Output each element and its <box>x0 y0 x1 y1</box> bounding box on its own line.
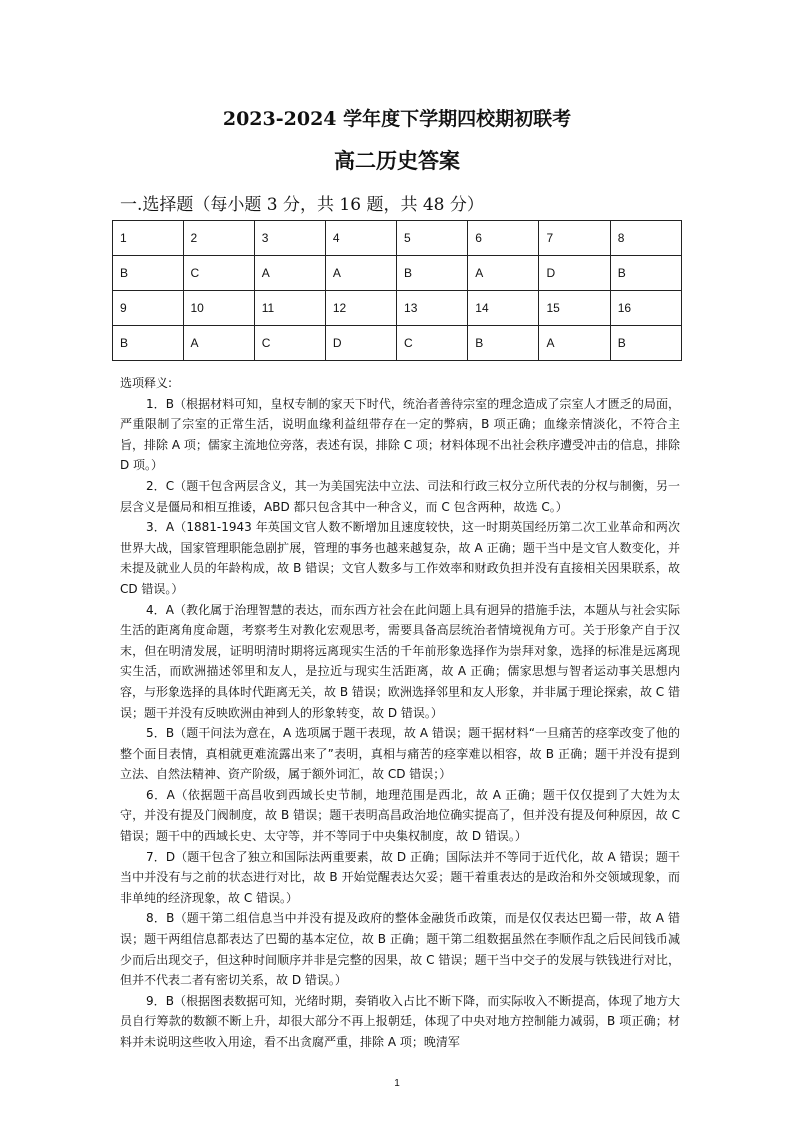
table-cell: 1 <box>113 221 184 256</box>
table-cell: A <box>325 256 396 291</box>
table-cell: 2 <box>183 221 254 256</box>
answer-row <box>113 326 682 361</box>
table-cell: A <box>468 256 539 291</box>
explanation-item: 6．A（依据题干高昌收到西域长史节制，地理范围是西北，故 A 正确；题干仅仅提到了大姓为太守，并没有提及门阀制度，故 B 错误；题干表明高昌政治地位确实提高了，但并没有提及何种原因，故 C 错误；题干中的西域长史、太守等，并不等同于中央集权制度，故 D 错误。） <box>120 787 680 844</box>
explanation-item: 9．B（根据图表数据可知，光绪时期，奏销收入占比不断下降，而实际收入不断提高，体现了地方大员自行筹款的数额不断上升，却很大部分不再上报朝廷，体现了中央对地方控制能力减弱，B 项正确；材料并未说明这些收入用途，看不出贪腐严重，排除 A 项；晚清军 <box>120 993 680 1049</box>
table-cell: 14 <box>468 291 539 326</box>
table-cell: B <box>610 326 681 361</box>
exam-title: 2023-2024 学年度下学期四校期初联考 <box>222 108 572 130</box>
table-cell: 5 <box>397 221 468 256</box>
table-cell: 11 <box>254 291 325 326</box>
table-cell: 7 <box>539 221 610 256</box>
page-number: 1 <box>394 1078 400 1089</box>
table-cell: A <box>539 326 610 361</box>
explanations-heading: 选项释义: <box>120 376 173 390</box>
question-number-row <box>113 221 682 256</box>
answer-table <box>112 220 682 361</box>
table-cell: B <box>610 256 681 291</box>
table-cell: 15 <box>539 291 610 326</box>
table-cell: 4 <box>325 221 396 256</box>
table-cell: 13 <box>397 291 468 326</box>
table-cell: C <box>183 256 254 291</box>
answer-row <box>113 256 682 291</box>
explanation-item: 4．A（教化属于治理智慧的表达，而东西方社会在此问题上具有迥异的措施手法，本题从与社会实际生活的距离角度命题，考察考生对教化宏观思考，需要具备高层统治者情境视角方可。关于形象产自于汉末，但在明清发展，证明明清时期将远离现实生活的千年前形象选择作为崇拜对象，选择的标准是远离现实生活，而欧洲描述邻里和友人，是拉近与现实生活距离，故 A 正确；儒家思想与智者运动事关思想内容，与形象选择的具体时代距离无关，故 B 错误；欧洲选择邻里和友人形象，并非属于理论探索，故 C 错误；题干并没有反映欧洲由神到人的形象转变，故 D 错误。） <box>120 602 680 720</box>
answer-subtitle: 高二历史答案 <box>334 148 460 173</box>
question-number-row <box>113 291 682 326</box>
table-cell: 8 <box>610 221 681 256</box>
table-cell: D <box>539 256 610 291</box>
explanation-item: 8．B（题干第二组信息当中并没有提及政府的整体金融货币政策，而是仅仅表达巴蜀一带，故 A 错误；题干两组信息都表达了巴蜀的基本定位，故 B 正确；题干第二组数据虽然在李顺作乱之后民间钱币减少而后出现交子，但这种时间顺序并非是完整的因果，故 C 错误；题干当中交子的发展与铁钱进行对比，但并不代表二者有密切关系，故 D 错误。） <box>120 911 680 988</box>
explanation-item: 5．B（题干问法为意在，A 选项属于题干表现，故 A 错误；题干据材料“一旦痛苦的痉挛改变了他的整个面目表情，真相就更难流露出来了”表明，真相与痛苦的痉挛难以相容，故 B 正确；题干并没有提到立法、自然法精神、资产阶级，属于额外词汇，故 CD 错误；） <box>120 726 680 782</box>
section-heading: 一.选择题（每小题 3 分，共 16 题，共 48 分） <box>120 195 484 215</box>
explanation-item: 2．C（题干包含两层含义，其一为美国宪法中立法、司法和行政三权分立所代表的分权与制衡，另一层含义是僵局和相互推诿，ABD 都只包含其中一种含义，而 C 包含两种，故选 C。） <box>120 478 680 514</box>
table-cell: 10 <box>183 291 254 326</box>
table-cell: B <box>113 256 184 291</box>
explanation-item: 3．A（1881-1943 年英国文官人数不断增加且速度较快，这一时期英国经历第二次工业革命和两次世界大战，国家管理职能急剧扩展，管理的事务也越来越复杂，故 A 正确；题干当中是文官人数变化，并未提及就业人员的年龄构成，故 B 错误；文官人数多与工作效率和财政负担并没有直接相关因果联系，故 CD 错误。） <box>120 520 680 596</box>
table-cell: C <box>254 326 325 361</box>
table-cell: A <box>183 326 254 361</box>
explanation-item: 1．B（根据材料可知，皇权专制的家天下时代，统治者善待宗室的理念造成了宗室人才匮乏的局面，严重限制了宗室的正常生活，说明血缘利益纽带存在一定的弊病，B 项正确；血缘亲情淡化，不符合主旨，排除 A 项；儒家主流地位旁落，表述有误，排除 C 项；材料体现不出社会秩序遭受冲击的信息，排除 D 项。） <box>120 396 680 473</box>
table-cell: D <box>325 326 396 361</box>
table-cell: B <box>113 326 184 361</box>
table-cell: 6 <box>468 221 539 256</box>
table-cell: B <box>468 326 539 361</box>
table-cell: 16 <box>610 291 681 326</box>
table-cell: 9 <box>113 291 184 326</box>
table-cell: 3 <box>254 221 325 256</box>
table-cell: C <box>397 326 468 361</box>
table-cell: B <box>397 256 468 291</box>
table-cell: A <box>254 256 325 291</box>
explanation-item: 7．D（题干包含了独立和国际法两重要素，故 D 正确；国际法并不等同于近代化，故 A 错误；题干当中并没有与之前的状态进行对比，故 B 开始觉醒表达欠妥；题干着重表达的是政治和外交领域现象，而非单纯的经济现象，故 C 错误。） <box>120 849 680 905</box>
explanations <box>120 373 680 1053</box>
table-cell: 12 <box>325 291 396 326</box>
